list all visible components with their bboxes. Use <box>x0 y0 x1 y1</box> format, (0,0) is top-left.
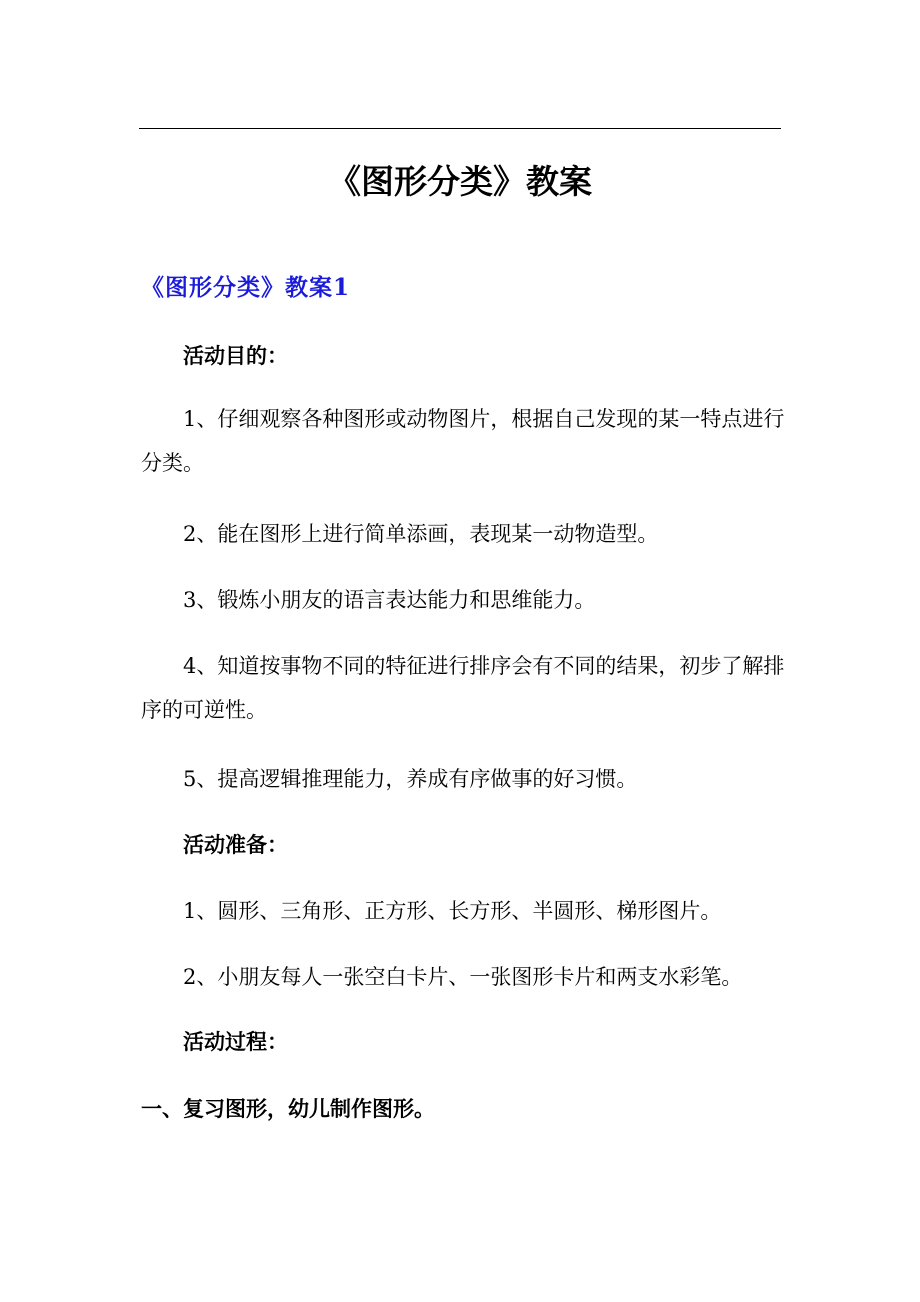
goal-item-4: 4、知道按事物不同的特征进行排序会有不同的结果，初步了解排序的可逆性。 <box>141 654 785 722</box>
prep-item-1: 1、圆形、三角形、正方形、长方形、半圆形、梯形图片。 <box>183 899 722 923</box>
goal-item-2: 2、能在图形上进行简单添画，表现某一动物造型。 <box>183 522 659 546</box>
goal-item-5: 5、提高逻辑推理能力，养成有序做事的好习惯。 <box>183 767 638 791</box>
prep-heading: 活动准备： <box>183 833 288 857</box>
process-heading: 活动过程： <box>183 1030 288 1054</box>
document-title: 《图形分类》教案 <box>328 162 592 201</box>
prep-item-2: 2、小朋友每人一张空白卡片、一张图形卡片和两支水彩笔。 <box>183 965 743 989</box>
header-rule <box>139 128 781 129</box>
section-heading: 《图形分类》教案1 <box>141 274 351 301</box>
goal-heading: 活动目的： <box>183 344 288 368</box>
goal-item-1: 1、仔细观察各种图形或动物图片，根据自己发现的某一特点进行分类。 <box>141 407 785 475</box>
step-heading: 一、复习图形，幼儿制作图形。 <box>141 1097 435 1121</box>
goal-item-3: 3、锻炼小朋友的语言表达能力和思维能力。 <box>183 588 596 612</box>
